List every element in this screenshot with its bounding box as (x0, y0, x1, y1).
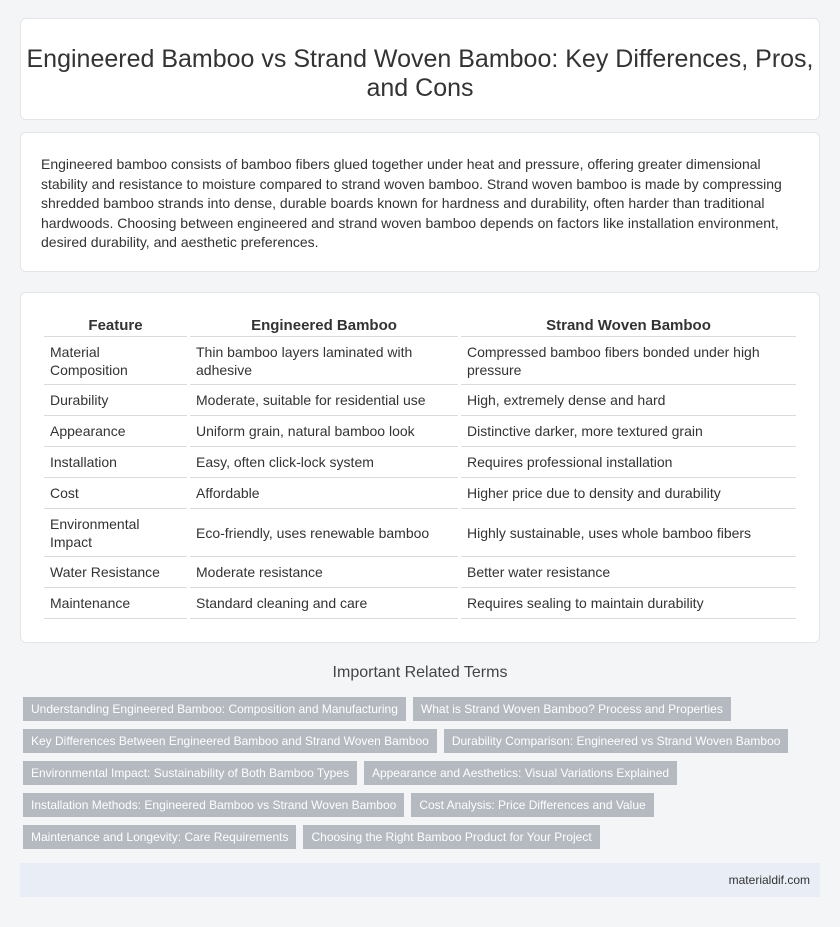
table-cell: Compressed bamboo fibers bonded under high pressure (461, 337, 796, 385)
table-row (44, 447, 796, 478)
table-cell: Easy, often click-lock system (190, 447, 458, 478)
table-cell: Moderate resistance (190, 557, 458, 588)
table-row (44, 557, 796, 588)
table-cell: Appearance (44, 416, 187, 447)
comparison-table-card (20, 292, 820, 643)
header-strand-woven-bamboo: Strand Woven Bamboo (461, 313, 796, 337)
related-term-link[interactable]: Environmental Impact: Sustainability of Both Bamboo Types (23, 761, 357, 785)
table-row (44, 588, 796, 619)
table-cell: Durability (44, 385, 187, 416)
related-term-link[interactable]: Durability Comparison: Engineered vs Strand Woven Bamboo (444, 729, 789, 753)
table-cell: Uniform grain, natural bamboo look (190, 416, 458, 447)
footer-site-link[interactable]: materialdif.com (728, 873, 810, 887)
table-row (44, 509, 796, 557)
related-terms-list (23, 697, 813, 857)
table-header-row (44, 313, 796, 337)
table-cell: Requires sealing to maintain durability (461, 588, 796, 619)
table-cell: Moderate, suitable for residential use (190, 385, 458, 416)
comparison-table (41, 313, 799, 619)
table-cell: Higher price due to density and durability (461, 478, 796, 509)
page-title: Engineered Bamboo vs Strand Woven Bamboo: Key Differences, Pros, and Cons (26, 45, 814, 102)
table-cell: Environmental Impact (44, 509, 187, 557)
header-card (20, 18, 820, 120)
table-cell: Highly sustainable, uses whole bamboo fibers (461, 509, 796, 557)
table-cell: High, extremely dense and hard (461, 385, 796, 416)
table-row (44, 478, 796, 509)
table-cell: Cost (44, 478, 187, 509)
summary-card (20, 132, 820, 272)
footer (20, 863, 820, 897)
table-cell: Installation (44, 447, 187, 478)
related-term-link[interactable]: Installation Methods: Engineered Bamboo vs Strand Woven Bamboo (23, 793, 404, 817)
related-term-link[interactable]: Maintenance and Longevity: Care Requirements (23, 825, 296, 849)
table-cell: Better water resistance (461, 557, 796, 588)
table-cell: Material Composition (44, 337, 187, 385)
summary-paragraph: Engineered bamboo consists of bamboo fibers glued together under heat and pressure, offering greater dimensional stability and resistance to moisture compared to strand woven bamboo. Strand woven bamboo is made by compressing shredded bamboo strands into dense, durable boards known for hardness and durability, often harder than traditional hardwoods. Choosing between engineered and strand woven bamboo depends on factors like installation environment, desired durability, and aesthetic preferences. (41, 156, 782, 251)
table-cell: Water Resistance (44, 557, 187, 588)
related-term-link[interactable]: Key Differences Between Engineered Bamboo and Strand Woven Bamboo (23, 729, 437, 753)
table-row (44, 337, 796, 385)
table-cell: Requires professional installation (461, 447, 796, 478)
header-engineered-bamboo: Engineered Bamboo (190, 313, 458, 337)
table-row (44, 385, 796, 416)
table-cell: Thin bamboo layers laminated with adhesive (190, 337, 458, 385)
table-cell: Distinctive darker, more textured grain (461, 416, 796, 447)
related-term-link[interactable]: Cost Analysis: Price Differences and Value (411, 793, 653, 817)
related-term-link[interactable]: What is Strand Woven Bamboo? Process and Properties (413, 697, 731, 721)
table-row (44, 416, 796, 447)
table-cell: Affordable (190, 478, 458, 509)
table-cell: Standard cleaning and care (190, 588, 458, 619)
table-cell: Eco-friendly, uses renewable bamboo (190, 509, 458, 557)
table-cell: Maintenance (44, 588, 187, 619)
header-feature: Feature (44, 313, 187, 337)
related-term-link[interactable]: Understanding Engineered Bamboo: Composition and Manufacturing (23, 697, 406, 721)
related-term-link[interactable]: Appearance and Aesthetics: Visual Variations Explained (364, 761, 677, 785)
related-terms-title: Important Related Terms (332, 664, 508, 681)
related-term-link[interactable]: Choosing the Right Bamboo Product for Your Project (303, 825, 599, 849)
